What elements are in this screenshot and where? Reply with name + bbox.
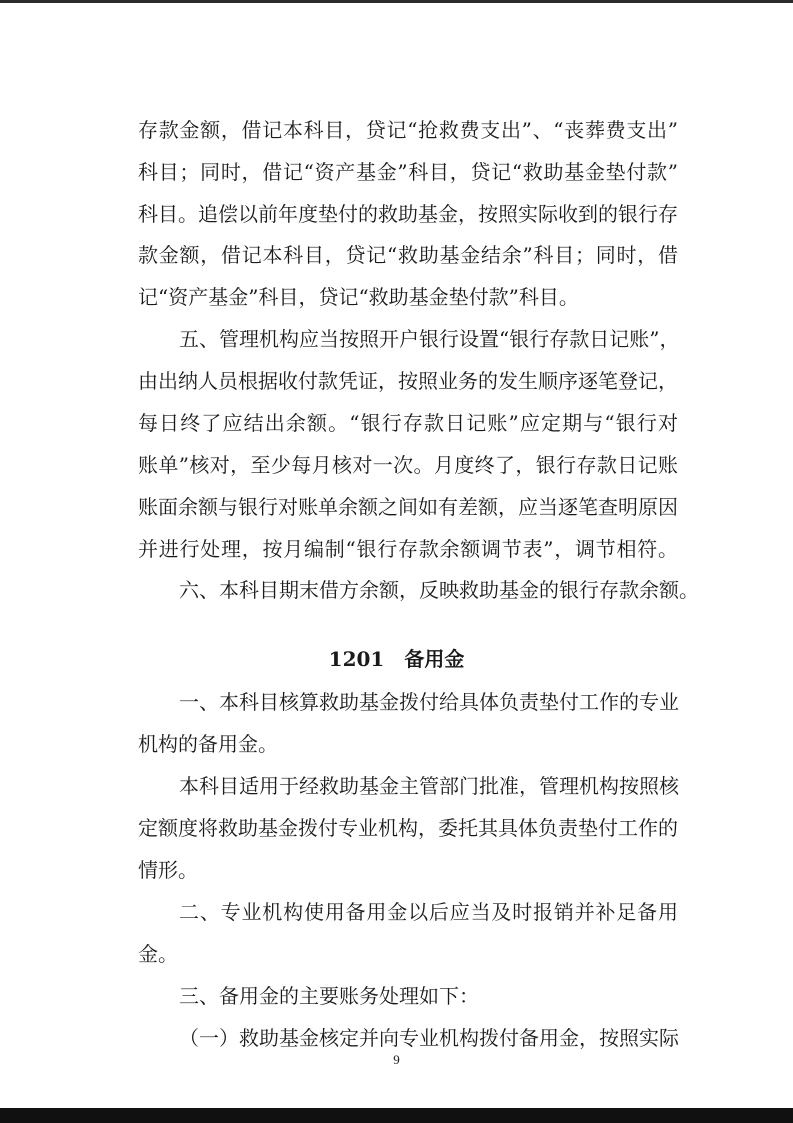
text-line: 情形。 — [138, 858, 198, 882]
text-line: 款金额，借记本科目，贷记“救助基金结余”科目；同时，借 — [138, 243, 678, 267]
page-number: 9 — [393, 1052, 400, 1067]
text-line: 三、备用金的主要账务处理如下： — [179, 984, 479, 1008]
text-line: 并进行处理，按月编制“银行存款余额调节表”，调节相符。 — [138, 537, 678, 561]
text-line: 六、本科目期末借方余额，反映救助基金的银行存款余额。 — [179, 578, 699, 602]
text-line: 机构的备用金。 — [138, 732, 278, 756]
text-line: 记“资产基金”科目，贷记“救助基金垫付款”科目。 — [138, 285, 579, 309]
text-line: 每日终了应结出余额。“银行存款日记账”应定期与“银行对 — [138, 411, 678, 435]
text-line: 科目。追偿以前年度垫付的救助基金，按照实际收到的银行存 — [138, 202, 678, 226]
text-line: 一、本科目核算救助基金拨付给具体负责垫付工作的专业 — [179, 690, 679, 714]
text-line: 五、管理机构应当按照开户银行设置“银行存款日记账”， — [179, 327, 680, 351]
text-line: 金。 — [138, 942, 178, 966]
scan-top-edge — [0, 0, 793, 3]
text-line: 科目；同时，借记“资产基金”科目，贷记“救助基金垫付款” — [138, 160, 678, 184]
text-line: 二、专业机构使用备用金以后应当及时报销并补足备用 — [179, 900, 678, 924]
text-line: 存款金额，借记本科目，贷记“抢救费支出”、“丧葬费支出” — [138, 118, 678, 142]
text-line: 账面余额与银行对账单余额之间如有差额，应当逐笔查明原因 — [138, 495, 678, 519]
text-line: 定额度将救助基金拨付专业机构，委托其具体负责垫付工作的 — [138, 816, 678, 840]
text-line: 由出纳人员根据收付款凭证，按照业务的发生顺序逐笔登记， — [138, 369, 678, 393]
scan-bottom-edge — [0, 1108, 793, 1123]
section-heading: 1201 备用金 — [328, 647, 465, 671]
text-line: 本科目适用于经救助基金主管部门批准，管理机构按照核 — [179, 774, 679, 798]
text-line: 账单”核对，至少每月核对一次。月度终了，银行存款日记账 — [138, 453, 678, 477]
text-line: （一）救助基金核定并向专业机构拨付备用金，按照实际 — [179, 1026, 679, 1050]
